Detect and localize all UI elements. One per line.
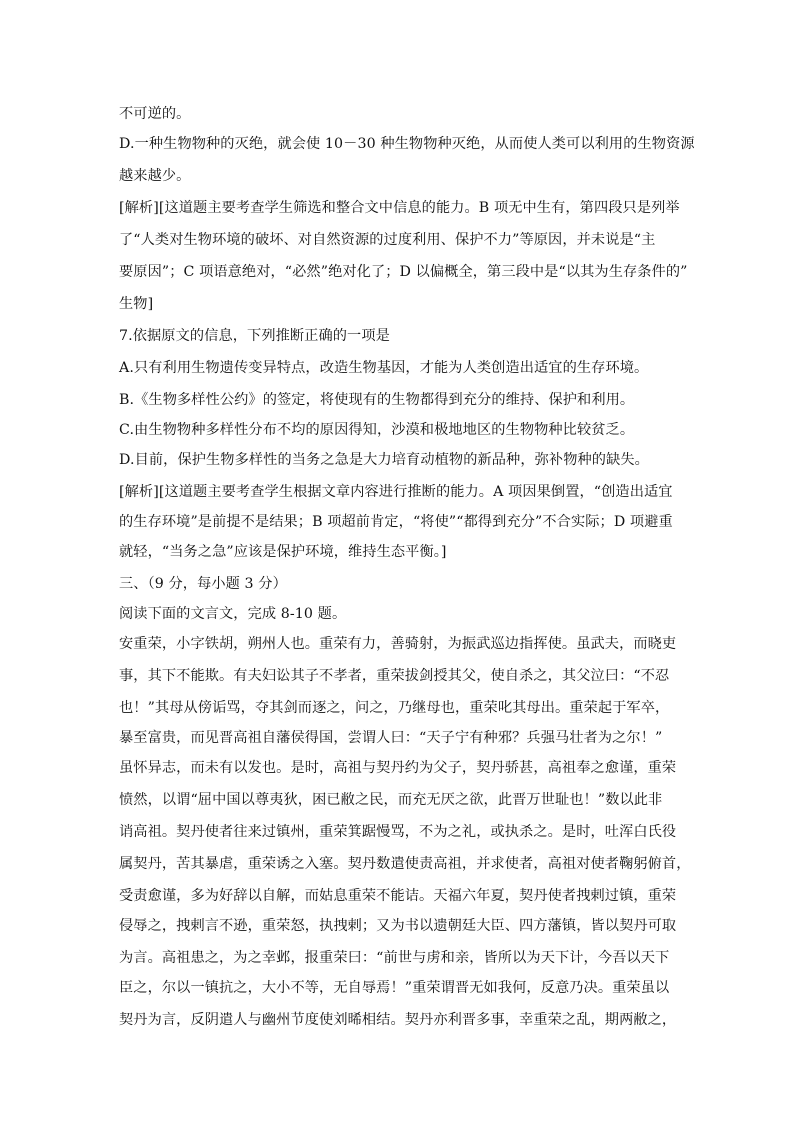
analysis-line: [解析][这道题主要考查学生根据文章内容进行推断的能力。A 项因果倒置，“创造出适宜 <box>119 484 673 500</box>
passage-line: 为言。高祖患之，为之幸邺，报重荣曰：“前世与虏和亲，皆所以为天下计，今吾以天下 <box>119 950 670 966</box>
passage-line: 属契丹，苦其暴虐，重荣诱之入塞。契丹数遣使责高祖，并求使者，高祖对使者鞠躬俯首， <box>119 856 691 872</box>
option-b-line: B.《生物多样性公约》的签定，将使现有的生物都得到充分的维持、保护和利用。 <box>119 392 635 408</box>
passage-line: 暴至富贵，而见晋高祖自藩侯得国，尝谓人曰：“天子宁有种邪？兵强马壮者为之尔！” <box>119 730 663 746</box>
section-heading: 三、（9 分，每小题 3 分） <box>119 576 287 592</box>
passage-line: 契丹为言，反阴遣人与幽州节度使刘晞相结。契丹亦利晋多事，幸重荣之乱，期两敝之， <box>119 1012 677 1028</box>
passage-line: 事，其下不能欺。有夫妇讼其子不孝者，重荣拔剑授其父，使自杀之，其父泣曰：“不忍 <box>119 668 670 684</box>
text-line: 就轻，“当务之急”应该是保护环境，维持生态平衡。] <box>119 544 447 560</box>
passage-line: 臣之，尔以一镇抗之，大小不等，无自辱焉！”重荣谓晋无如我何，反意乃决。重荣虽以 <box>119 980 670 996</box>
question-7-line: 7.依据原文的信息，下列推断正确的一项是 <box>119 328 390 344</box>
passage-line: 也！”其母从傍诟骂，夺其剑而逐之，问之，乃继母也，重荣叱其母出。重荣起于军卒， <box>119 700 670 716</box>
text-line: 要原因”；C 项语意绝对，“必然”绝对化了；D 以偏概全，第三段中是“以其为生存条件的” <box>119 264 688 280</box>
text-line: 生物] <box>119 296 154 312</box>
passage-line: 侵辱之，拽剌言不逊，重荣怒，执拽剌；又为书以遗朝廷大臣、四方藩镇，皆以契丹可取 <box>119 918 677 934</box>
analysis-line: [解析][这道题主要考查学生筛选和整合文中信息的能力。B 项无中生有，第四段只是列举 <box>119 200 680 216</box>
option-d-line: D.目前，保护生物多样性的当务之急是大力培育动植物的新品种，弥补物种的缺失。 <box>119 452 649 468</box>
text-line: 了“人类对生物环境的破坏、对自然资源的过度利用、保护不力”等原因，并未说是“主 <box>119 232 656 248</box>
option-d-line: D.一种生物物种的灭绝，就会使 10－30 种生物物种灭绝，从而使人类可以利用的生物资源 <box>119 136 695 152</box>
passage-line: 受责愈谨，多为好辞以自解，而姑息重荣不能诘。天福六年夏，契丹使者拽剌过镇，重荣 <box>119 888 677 904</box>
passage-line: 诮高祖。契丹使者往来过镇州，重荣箕踞慢骂，不为之礼，或执杀之。是时，吐浑白氏役 <box>119 824 677 840</box>
text-line: 越来越少。 <box>119 168 191 184</box>
passage-line: 虽怀异志，而未有以发也。是时，高祖与契丹约为父子，契丹骄甚，高祖奉之愈谨，重荣 <box>119 760 677 776</box>
option-a-line: A.只有利用生物遗传变异特点，改造生物基因，才能为人类创造出适宜的生存环境。 <box>119 360 649 376</box>
passage-line: 安重荣，小字铁胡，朔州人也。重荣有力，善骑射，为振武巡边指挥使。虽武夫，而晓吏 <box>119 636 677 652</box>
instruction-line: 阅读下面的文言文，完成 8-10 题。 <box>119 606 347 622</box>
option-c-line: C.由生物物种多样性分布不均的原因得知，沙漠和极地地区的生物物种比较贫乏。 <box>119 422 635 438</box>
passage-line: 愤然，以谓“屈中国以尊夷狄，困已敝之民，而充无厌之欲，此晋万世耻也！”数以此非 <box>119 792 663 808</box>
text-line: 不可逆的。 <box>119 106 191 122</box>
text-line: 的生存环境”是前提不是结果；B 项超前肯定，“将使”“都得到充分”不合实际；D 项避重 <box>119 514 673 530</box>
